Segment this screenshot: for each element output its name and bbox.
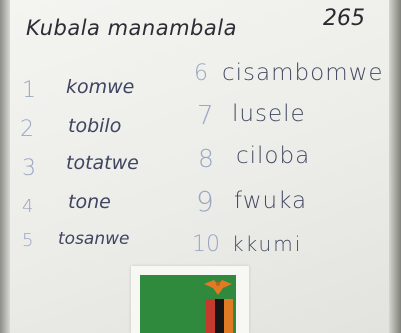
number-word-7: lusele — [232, 101, 306, 127]
numeral-9: 9 — [196, 185, 214, 218]
date-fragment: 265 — [323, 6, 365, 31]
numeral-10: 10 — [192, 232, 220, 257]
eagle-icon — [203, 278, 233, 296]
number-word-10: kkumi — [232, 232, 303, 256]
number-word-8: ciloba — [236, 143, 311, 169]
number-word-5: tosanwe — [58, 229, 130, 249]
number-word-3: totatwe — [66, 152, 139, 174]
numeral-3: 3 — [22, 156, 36, 181]
number-word-9: fwuka — [234, 188, 308, 214]
numeral-5: 5 — [22, 230, 34, 251]
board-frame-right — [389, 0, 401, 333]
numeral-4: 4 — [22, 196, 34, 217]
numeral-6: 6 — [194, 61, 208, 86]
flag-stripe-black — [215, 299, 224, 333]
numeral-2: 2 — [20, 117, 34, 142]
board-title: Kubala manambala — [26, 16, 237, 40]
board-frame-left — [0, 0, 10, 333]
number-word-6: cisambomwe — [222, 60, 384, 86]
number-word-1: komwe — [66, 76, 135, 98]
numeral-8: 8 — [198, 144, 214, 173]
flag-stripe-orange — [224, 299, 233, 333]
flag-stripe-red — [206, 299, 215, 333]
zambia-flag-icon — [140, 275, 236, 333]
numeral-7: 7 — [197, 101, 214, 131]
numeral-1: 1 — [22, 78, 36, 103]
number-word-4: tone — [68, 191, 111, 213]
number-word-2: tobilo — [68, 115, 122, 137]
